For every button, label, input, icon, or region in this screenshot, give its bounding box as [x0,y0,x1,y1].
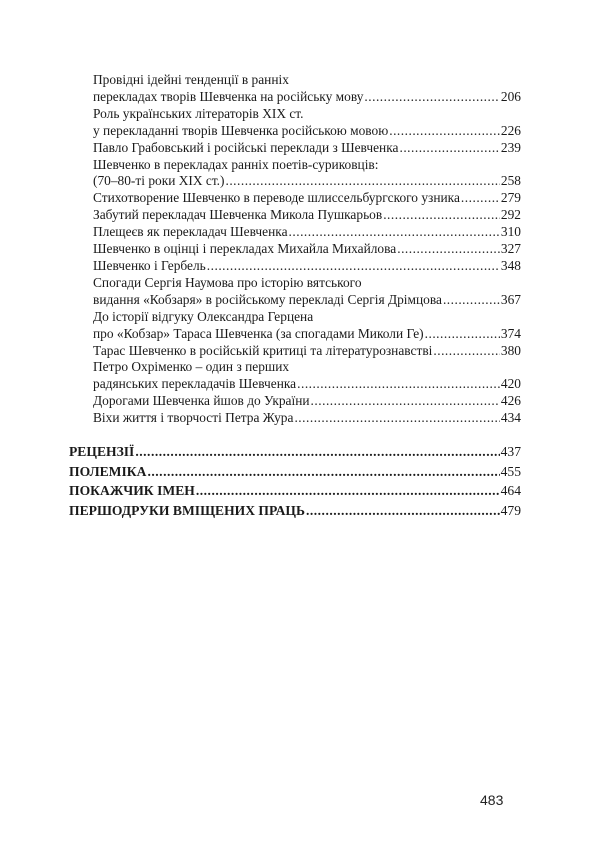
entry-title-line: Стихотворение Шевченко в переводе шлиссельбургского узника [93,190,460,206]
entry-title-line: у перекладанні творів Шевченка російською мовою [93,122,389,138]
toc-section [69,501,521,521]
toc-section [69,481,521,501]
entry-page: 420 [500,376,521,392]
leader-dots [306,501,500,521]
entry-page: 292 [500,207,521,223]
leader-dots [294,410,499,427]
entry-page: 206 [500,88,521,104]
section-page: 437 [500,444,521,459]
leader-dots [433,343,500,360]
entry-page: 279 [500,190,521,206]
leader-dots [289,224,500,241]
leader-dots [383,207,500,224]
toc-entry [93,190,521,207]
toc-entry [93,241,521,258]
leader-dots [461,190,500,207]
entry-title-line: радянських перекладачів Шевченка [93,376,297,392]
toc-entry [93,359,521,393]
entry-page: 367 [500,291,521,307]
leader-dots [443,292,500,309]
leader-dots [425,326,500,343]
section-title: ПЕРШОДРУКИ ВМІЩЕНИХ ПРАЦЬ [69,502,305,518]
toc-entry [93,393,521,410]
leader-dots [196,481,500,501]
entry-title-line: Павло Грабовський і російські переклади з Шевченка [93,139,399,155]
entry-title-line: Спогади Сергія Наумова про історію вятського [93,274,362,290]
entry-page: 327 [500,241,521,257]
toc-entry [93,106,521,140]
entry-title-line: До історії відгуку Олександра Герцена [93,308,314,324]
leader-dots [207,258,500,275]
entry-title-line: Провідні ідейні тенденції в ранніх [93,72,289,87]
section-title: ПОЛЕМІКА [69,463,147,479]
section-title: РЕЦЕНЗІЇ [69,444,135,459]
leader-dots [399,140,499,157]
entry-title-line: Шевченко в оцінці і перекладах Михайла Михайлова [93,241,397,257]
section-page: 455 [500,463,521,479]
section-page: 479 [500,502,521,518]
toc-sections [69,442,521,520]
section-page: 464 [500,483,521,498]
entry-title-line: Петро Охріменко – один з перших [93,359,290,375]
toc-entries [93,72,521,427]
toc-section [69,442,521,462]
toc-section [69,462,521,482]
entry-title-line: Дорогами Шевченка йшов до України [93,393,310,409]
toc-entry [93,410,521,427]
entry-page: 434 [500,410,521,426]
entry-title-line: видання «Кобзаря» в російському перекладі Сергія Дрімцова [93,291,442,307]
entry-page: 258 [500,173,521,189]
toc-entry [93,309,521,343]
section-title: ПОКАЖЧИК ІМЕН [69,483,195,498]
toc-entry [93,343,521,360]
entry-title-line: Забутий перекладач Шевченка Микола Пушкарьов [93,207,383,223]
page-number: 483 [480,792,504,808]
entry-page: 380 [500,342,521,358]
leader-dots [397,241,500,258]
entry-page: 426 [500,393,521,409]
entry-title-line: Плещеєв як перекладач Шевченка [93,224,288,240]
leader-dots [389,123,500,140]
entry-title-line: Роль українських літераторів XIX ст. [93,105,304,121]
entry-title-line: (70–80-ті роки XIX ст.) [93,173,225,189]
leader-dots [297,376,500,393]
leader-dots [135,442,499,462]
leader-dots [311,393,500,410]
entry-page: 239 [500,139,521,155]
leader-dots [225,173,499,190]
entry-page: 226 [500,122,521,138]
toc-entry [93,275,521,309]
toc-entry [93,140,521,157]
entry-title-line: Шевченко в перекладах ранніх поетів-суриковців: [93,156,379,172]
toc-entry [93,72,521,106]
entry-page: 374 [500,325,521,341]
entry-page: 348 [500,257,521,273]
toc-entry [93,224,521,241]
leader-dots [364,89,500,106]
leader-dots [147,462,499,482]
toc-entry [93,258,521,275]
entry-title-line: Тарас Шевченко в російській критиці та літературознавстві [93,342,433,358]
entry-page: 310 [500,224,521,240]
entry-title-line: Віхи життя і творчості Петра Жура [93,410,294,426]
toc-entry [93,207,521,224]
toc-entry [93,157,521,191]
entry-title-line: Шевченко і Гербель [93,257,206,273]
entry-title-line: про «Кобзар» Тараса Шевченка (за спогадами Миколи Ге) [93,325,424,341]
entry-title-line: перекладах творів Шевченка на російську мову [93,88,364,104]
